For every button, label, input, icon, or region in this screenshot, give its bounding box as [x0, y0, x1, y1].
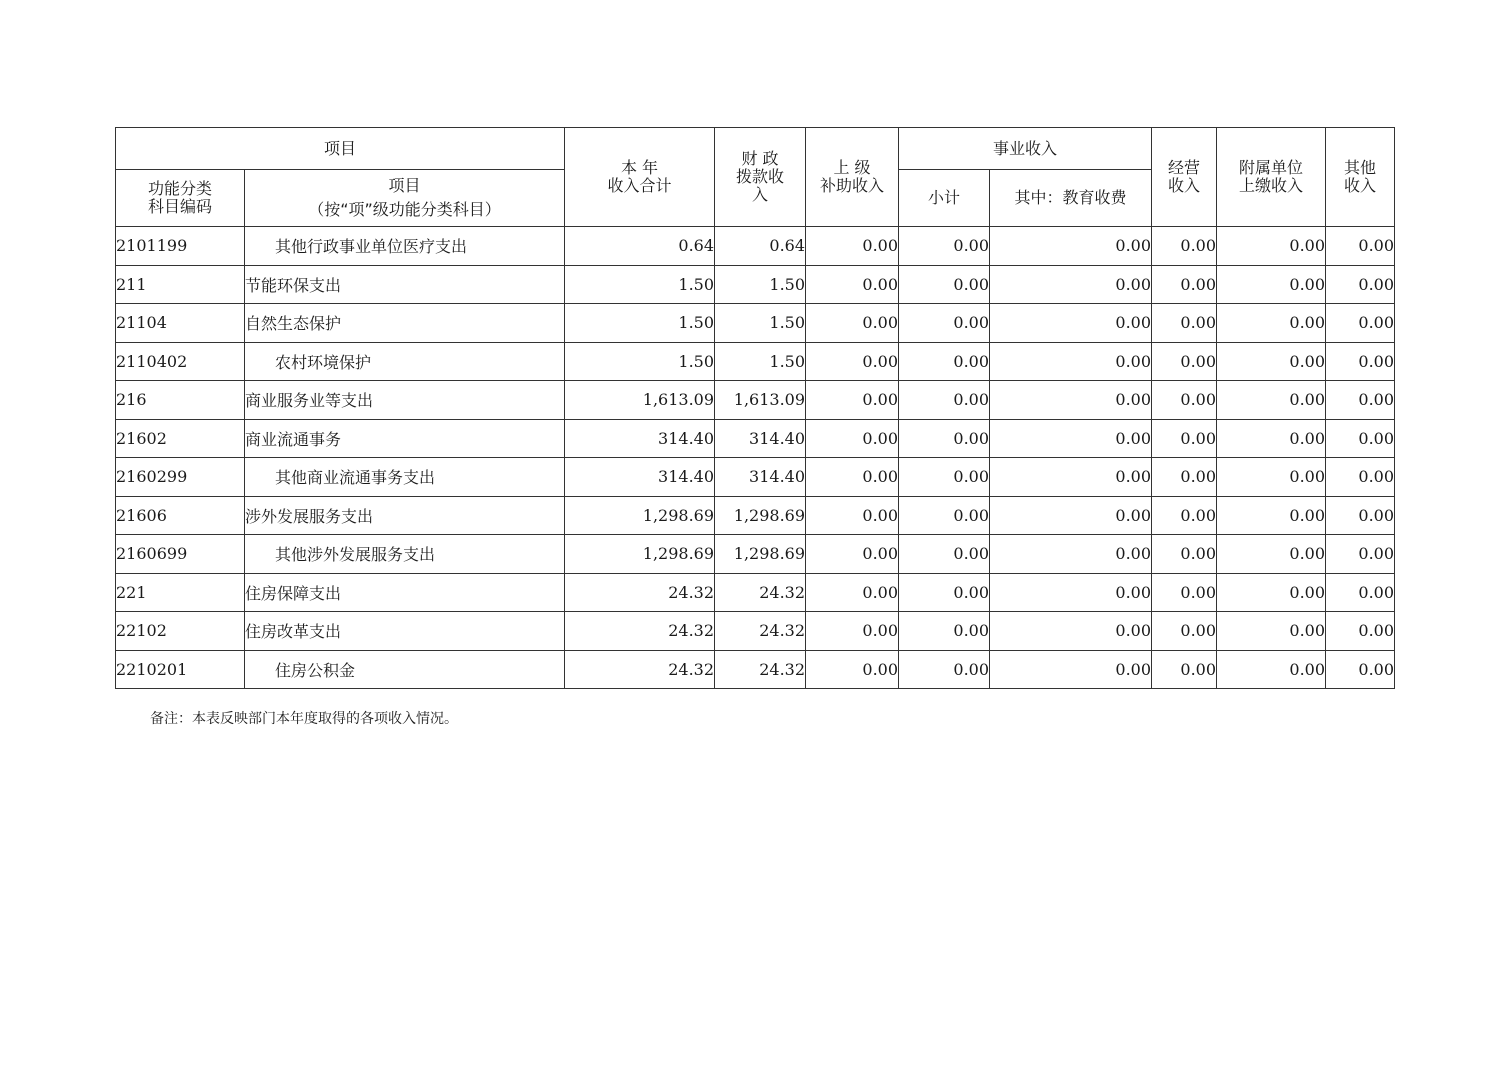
cell-total: 1.50	[565, 342, 715, 381]
cell-total: 0.64	[565, 227, 715, 266]
cell-total: 1.50	[565, 304, 715, 343]
cell-other: 0.00	[1326, 612, 1395, 651]
cell-fiscal: 24.32	[715, 612, 806, 651]
cell-superior: 0.00	[806, 304, 899, 343]
cell-education-fee: 0.00	[990, 496, 1152, 535]
cell-fiscal: 1.50	[715, 342, 806, 381]
cell-education-fee: 0.00	[990, 265, 1152, 304]
cell-other: 0.00	[1326, 265, 1395, 304]
header-operating-line: 经营	[1168, 158, 1201, 177]
cell-education-fee: 0.00	[990, 458, 1152, 497]
cell-affiliated: 0.00	[1217, 304, 1326, 343]
cell-operating: 0.00	[1152, 535, 1217, 574]
cell-fiscal: 1,613.09	[715, 381, 806, 420]
cell-code: 2210201	[116, 650, 245, 689]
cell-superior: 0.00	[806, 227, 899, 266]
header-operating	[1152, 128, 1217, 227]
cell-fiscal: 24.32	[715, 573, 806, 612]
cell-subtotal: 0.00	[899, 650, 990, 689]
header-affiliated-line: 上缴收入	[1239, 176, 1304, 195]
cell-total: 1,298.69	[565, 535, 715, 574]
table-row	[116, 381, 1395, 420]
cell-affiliated: 0.00	[1217, 342, 1326, 381]
cell-fiscal: 314.40	[715, 458, 806, 497]
header-item-group: 项目	[116, 128, 565, 170]
cell-operating: 0.00	[1152, 265, 1217, 304]
cell-code: 211	[116, 265, 245, 304]
cell-total: 24.32	[565, 573, 715, 612]
cell-operating: 0.00	[1152, 612, 1217, 651]
cell-education-fee: 0.00	[990, 304, 1152, 343]
cell-subtotal: 0.00	[899, 458, 990, 497]
cell-code: 221	[116, 573, 245, 612]
cell-fiscal: 24.32	[715, 650, 806, 689]
cell-affiliated: 0.00	[1217, 496, 1326, 535]
cell-fiscal: 1,298.69	[715, 496, 806, 535]
cell-education-fee: 0.00	[990, 612, 1152, 651]
cell-operating: 0.00	[1152, 650, 1217, 689]
table-row	[116, 535, 1395, 574]
cell-total: 314.40	[565, 458, 715, 497]
cell-affiliated: 0.00	[1217, 535, 1326, 574]
header-education-fee: 其中：教育收费	[990, 170, 1152, 227]
cell-total: 24.32	[565, 612, 715, 651]
cell-subtotal: 0.00	[899, 496, 990, 535]
cell-total: 24.32	[565, 650, 715, 689]
cell-name: 涉外发展服务支出	[245, 496, 565, 535]
header-other	[1326, 128, 1395, 227]
cell-total: 1,613.09	[565, 381, 715, 420]
cell-code: 216	[116, 381, 245, 420]
cell-name: 住房改革支出	[245, 612, 565, 651]
cell-superior: 0.00	[806, 265, 899, 304]
cell-total: 1,298.69	[565, 496, 715, 535]
cell-code: 21602	[116, 419, 245, 458]
cell-affiliated: 0.00	[1217, 458, 1326, 497]
cell-education-fee: 0.00	[990, 227, 1152, 266]
table-row	[116, 342, 1395, 381]
cell-name: 节能环保支出	[245, 265, 565, 304]
cell-name: 其他涉外发展服务支出	[245, 535, 565, 574]
cell-code: 21606	[116, 496, 245, 535]
cell-superior: 0.00	[806, 381, 899, 420]
cell-affiliated: 0.00	[1217, 650, 1326, 689]
cell-affiliated: 0.00	[1217, 419, 1326, 458]
table-row	[116, 419, 1395, 458]
cell-name: 商业流通事务	[245, 419, 565, 458]
cell-code: 22102	[116, 612, 245, 651]
cell-name: 其他商业流通事务支出	[245, 458, 565, 497]
cell-superior: 0.00	[806, 419, 899, 458]
cell-other: 0.00	[1326, 381, 1395, 420]
cell-operating: 0.00	[1152, 381, 1217, 420]
table-row	[116, 458, 1395, 497]
header-fiscal-line: 财 政	[741, 149, 779, 168]
cell-education-fee: 0.00	[990, 419, 1152, 458]
cell-affiliated: 0.00	[1217, 227, 1326, 266]
cell-name: 其他行政事业单位医疗支出	[245, 227, 565, 266]
header-superior-line: 上 级	[833, 158, 871, 177]
cell-education-fee: 0.00	[990, 381, 1152, 420]
cell-education-fee: 0.00	[990, 535, 1152, 574]
cell-other: 0.00	[1326, 342, 1395, 381]
cell-superior: 0.00	[806, 496, 899, 535]
table-row	[116, 650, 1395, 689]
header-total-line: 本 年	[620, 158, 659, 177]
header-other-line: 其他	[1344, 158, 1377, 177]
cell-affiliated: 0.00	[1217, 381, 1326, 420]
cell-fiscal: 1,298.69	[715, 535, 806, 574]
header-fiscal-line: 拨款收	[736, 167, 785, 186]
header-career-group: 事业收入	[899, 128, 1152, 170]
table-row	[116, 573, 1395, 612]
cell-education-fee: 0.00	[990, 650, 1152, 689]
header-affiliated	[1217, 128, 1326, 227]
header-total	[565, 128, 715, 227]
header-code-line: 科目编码	[147, 197, 212, 216]
cell-other: 0.00	[1326, 535, 1395, 574]
table-body	[116, 227, 1395, 689]
cell-fiscal: 1.50	[715, 265, 806, 304]
table-row	[116, 265, 1395, 304]
cell-other: 0.00	[1326, 573, 1395, 612]
table-row	[116, 304, 1395, 343]
cell-education-fee: 0.00	[990, 342, 1152, 381]
cell-operating: 0.00	[1152, 573, 1217, 612]
cell-operating: 0.00	[1152, 227, 1217, 266]
header-affiliated-line: 附属单位	[1239, 158, 1304, 177]
table-row	[116, 612, 1395, 651]
cell-other: 0.00	[1326, 458, 1395, 497]
cell-superior: 0.00	[806, 650, 899, 689]
cell-code: 2101199	[116, 227, 245, 266]
cell-other: 0.00	[1326, 496, 1395, 535]
header-operating-line: 收入	[1168, 176, 1201, 195]
cell-other: 0.00	[1326, 419, 1395, 458]
cell-fiscal: 1.50	[715, 304, 806, 343]
cell-subtotal: 0.00	[899, 304, 990, 343]
header-total-line: 收入合计	[607, 176, 672, 195]
cell-education-fee: 0.00	[990, 573, 1152, 612]
cell-code: 2110402	[116, 342, 245, 381]
cell-total: 1.50	[565, 265, 715, 304]
header-item-name-line: 项目	[388, 176, 421, 195]
cell-other: 0.00	[1326, 227, 1395, 266]
cell-superior: 0.00	[806, 535, 899, 574]
cell-name: 住房保障支出	[245, 573, 565, 612]
header-item-name	[245, 170, 565, 227]
cell-superior: 0.00	[806, 458, 899, 497]
cell-superior: 0.00	[806, 342, 899, 381]
cell-name: 农村环境保护	[245, 342, 565, 381]
income-table	[115, 127, 1395, 689]
header-subtotal: 小计	[899, 170, 990, 227]
footnote: 备注：本表反映部门本年度取得的各项收入情况。	[150, 711, 458, 727]
table-row	[116, 496, 1395, 535]
cell-operating: 0.00	[1152, 342, 1217, 381]
cell-code: 21104	[116, 304, 245, 343]
cell-subtotal: 0.00	[899, 381, 990, 420]
cell-operating: 0.00	[1152, 419, 1217, 458]
cell-code: 2160699	[116, 535, 245, 574]
header-fiscal-line: 入	[752, 185, 769, 204]
header-fiscal	[715, 128, 806, 227]
cell-subtotal: 0.00	[899, 612, 990, 651]
cell-affiliated: 0.00	[1217, 265, 1326, 304]
cell-total: 314.40	[565, 419, 715, 458]
cell-operating: 0.00	[1152, 458, 1217, 497]
header-item-name-line: （按“项”级功能分类科目）	[308, 200, 501, 219]
table-row	[116, 227, 1395, 266]
cell-superior: 0.00	[806, 612, 899, 651]
cell-code: 2160299	[116, 458, 245, 497]
cell-superior: 0.00	[806, 573, 899, 612]
header-other-line: 收入	[1344, 176, 1377, 195]
cell-name: 商业服务业等支出	[245, 381, 565, 420]
cell-name: 住房公积金	[245, 650, 565, 689]
table-header	[116, 128, 1395, 227]
cell-subtotal: 0.00	[899, 265, 990, 304]
cell-affiliated: 0.00	[1217, 573, 1326, 612]
cell-subtotal: 0.00	[899, 573, 990, 612]
cell-subtotal: 0.00	[899, 535, 990, 574]
header-superior	[806, 128, 899, 227]
cell-fiscal: 0.64	[715, 227, 806, 266]
cell-subtotal: 0.00	[899, 342, 990, 381]
cell-other: 0.00	[1326, 650, 1395, 689]
cell-name: 自然生态保护	[245, 304, 565, 343]
cell-subtotal: 0.00	[899, 227, 990, 266]
cell-operating: 0.00	[1152, 496, 1217, 535]
cell-fiscal: 314.40	[715, 419, 806, 458]
header-code	[116, 170, 245, 227]
cell-other: 0.00	[1326, 304, 1395, 343]
cell-subtotal: 0.00	[899, 419, 990, 458]
cell-affiliated: 0.00	[1217, 612, 1326, 651]
header-code-line: 功能分类	[147, 179, 212, 198]
header-superior-line: 补助收入	[820, 176, 885, 195]
cell-operating: 0.00	[1152, 304, 1217, 343]
